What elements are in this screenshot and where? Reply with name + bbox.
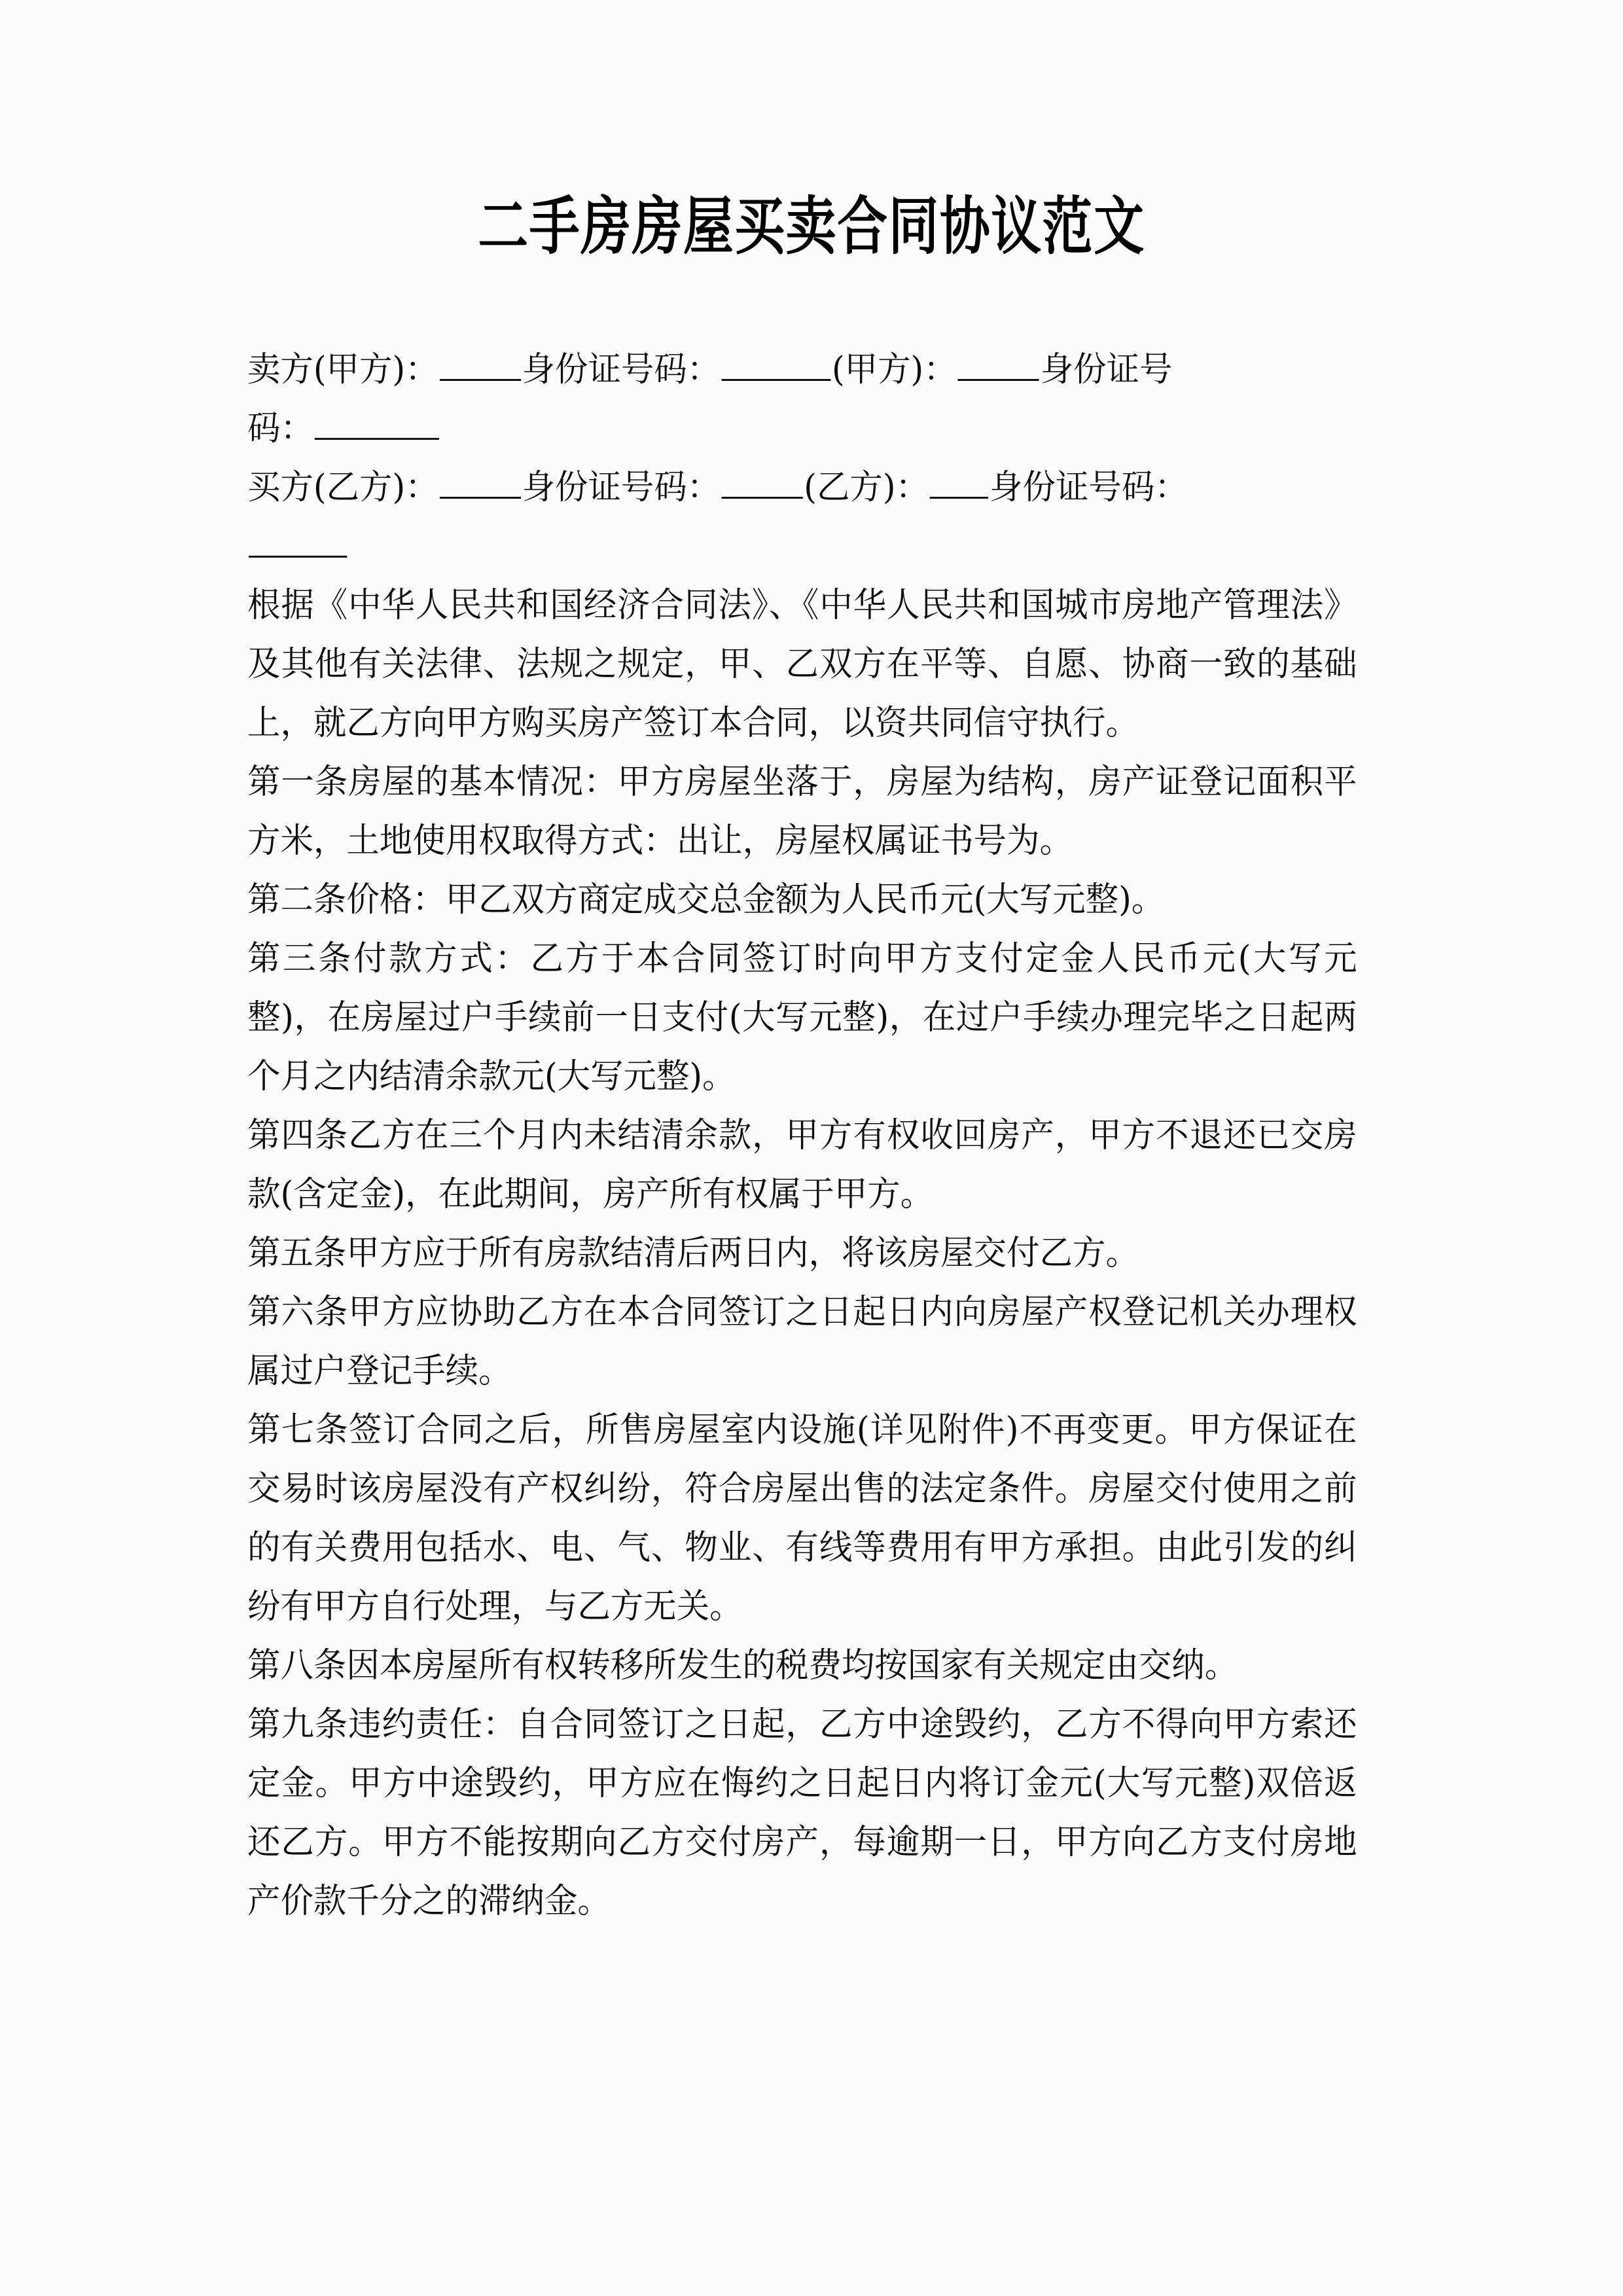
buyer-label: 买方(乙方)： [247,468,438,507]
buyer-party-line-cont [247,517,1357,576]
article-9-paragraph: 第九条违约责任：自合同签订之日起，乙方中途毁约，乙方不得向甲方索还定金。甲方中途毁约，甲方应在悔约之日起日内将订金元(大写元整)双倍返还乙方。甲方不能按期向乙方交付房产，每逾期一日，甲方向乙方支付房地产价款千分之的滞纳金。 [247,1705,1357,1921]
seller-name-blank[interactable] [440,349,521,381]
buyer-b-name-blank[interactable] [930,467,988,499]
article-8-paragraph: 第八条因本房屋所有权转移所发生的税费均按国家有关规定由交纳。 [247,1646,1238,1685]
buyer-id-label-2: 身份证号码： [990,468,1188,507]
article-4-paragraph: 第四条乙方在三个月内未结清余款，甲方有权收回房产，甲方不退还已交房款(含定金)，在此期间，房产所有权属于甲方。 [247,1116,1357,1214]
article-6-paragraph: 第六条甲方应协助乙方在本合同签订之日起日内向房屋产权登记机关办理权属过户登记手续。 [247,1293,1357,1391]
buyer-b-id-blank[interactable] [249,526,347,558]
buyer-party-b-label: (乙方)： [804,468,929,507]
buyer-id-label: 身份证号码： [522,468,721,507]
seller-id-label-2: 身份证号 [1040,350,1173,389]
document-body [247,340,1391,1931]
seller-party-b-label: (甲方)： [831,350,957,389]
seller-id-label-2-cont: 码： [247,409,313,448]
article-5-paragraph: 第五条甲方应于所有房款结清后两日内，将该房屋交付乙方。 [247,1234,1139,1273]
seller-id-blank[interactable] [721,349,830,381]
article-1-paragraph: 第一条房屋的基本情况：甲方房屋坐落于，房屋为结构，房产证登记面积平方米，土地使用权取得方式：出让，房屋权属证书号为。 [247,762,1357,861]
article-3-paragraph: 第三条付款方式：乙方于本合同签订时向甲方支付定金人民币元(大写元整)，在房屋过户手续前一日支付(大写元整)，在过户手续办理完毕之日起两个月之内结清余款元(大写元整)。 [247,939,1357,1096]
buyer-id-blank[interactable] [721,467,802,499]
seller-b-name-blank[interactable] [958,349,1039,381]
seller-label: 卖方(甲方)： [247,350,438,389]
seller-party-line-cont [247,399,1357,458]
article-7-paragraph: 第七条签订合同之后，所售房屋室内设施(详见附件)不再变更。甲方保证在交易时该房屋没有产权纠纷，符合房屋出售的法定条件。房屋交付使用之前的有关费用包括水、电、气、物业、有线等费用有甲方承担。由此引发的纠纷有甲方自行处理，与乙方无关。 [247,1410,1357,1626]
buyer-name-blank[interactable] [440,467,521,499]
seller-party-line [247,340,1357,399]
seller-b-id-blank[interactable] [315,408,439,440]
page-title: 二手房房屋买卖合同协议范文 [478,190,1145,263]
recital-paragraph: 根据《中华人民共和国经济合同法》、《中华人民共和国城市房地产管理法》及其他有关法律、法规之规定，甲、乙双方在平等、自愿、协商一致的基础上，就乙方向甲方购买房产签订本合同，以资共同信守执行。 [247,586,1357,743]
article-2-paragraph: 第二条价格：甲乙双方商定成交总金额为人民币元(大写元整)。 [247,880,1165,920]
seller-id-label: 身份证号码： [522,350,721,389]
buyer-party-line [247,458,1357,517]
